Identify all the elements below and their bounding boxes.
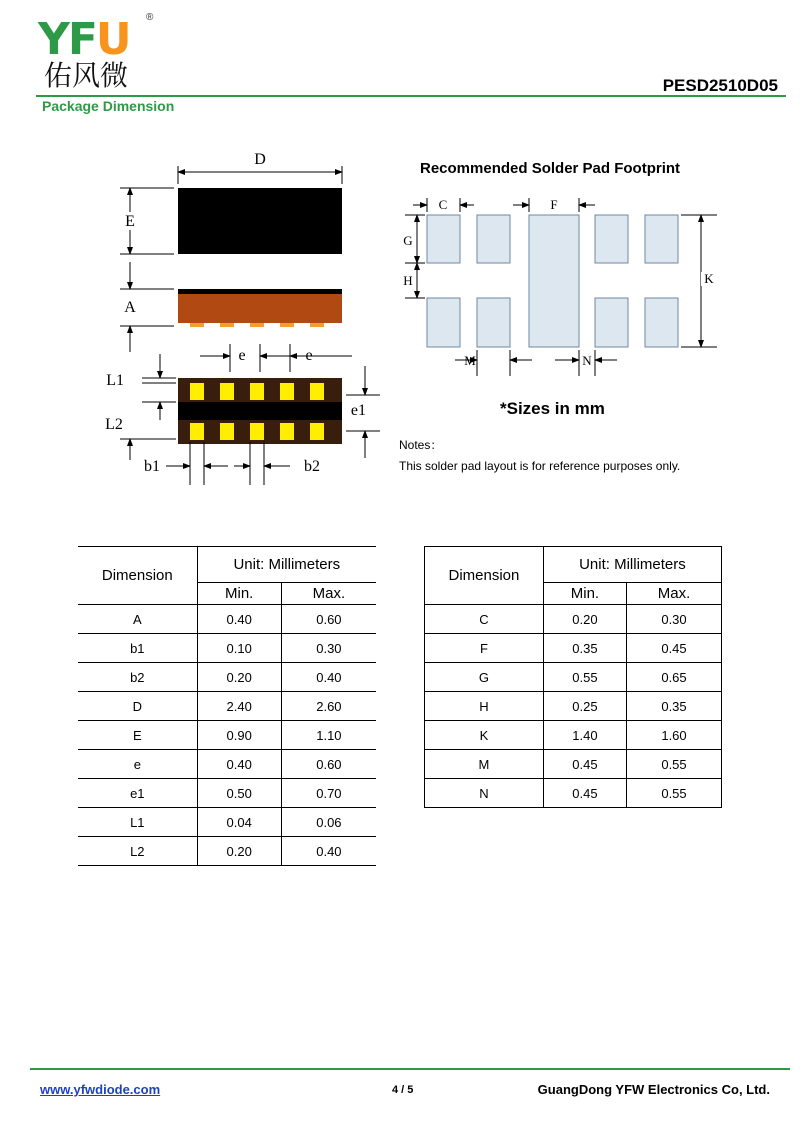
footer-divider xyxy=(30,1068,790,1070)
header-divider xyxy=(36,95,786,97)
dimension-cell: b1 xyxy=(78,634,197,663)
max-value-cell: 0.30 xyxy=(281,634,376,663)
solder-pad xyxy=(427,215,460,263)
company-name-cn: 佑风微 xyxy=(44,59,129,92)
dimension-cell: C xyxy=(425,605,544,634)
page-number: 4 / 5 xyxy=(392,1084,414,1096)
max-value-cell: 2.60 xyxy=(281,692,376,721)
section-title: Package Dimension xyxy=(42,98,175,114)
website-link[interactable]: www.yfwdiode.com xyxy=(40,1082,161,1097)
unit-header: Unit: Millimeters xyxy=(197,547,376,583)
min-header: Min. xyxy=(197,583,281,605)
notes-text: This solder pad layout is for reference purposes only. xyxy=(399,459,681,473)
min-value-cell: 0.45 xyxy=(543,750,626,779)
dimension-table-left xyxy=(78,546,376,866)
table-row xyxy=(78,605,376,634)
table-row xyxy=(425,779,722,808)
package-dimension-drawing xyxy=(90,140,390,500)
dimension-cell: e1 xyxy=(78,779,197,808)
package-side-body xyxy=(178,294,342,323)
max-value-cell: 0.45 xyxy=(627,634,722,663)
dimension-cell: A xyxy=(78,605,197,634)
dimension-table-right xyxy=(424,546,722,808)
footprint-title: Recommended Solder Pad Footprint xyxy=(420,160,681,177)
dimension-cell: K xyxy=(425,721,544,750)
label-e-pitch-left: e xyxy=(238,347,246,364)
package-side-mold xyxy=(178,289,342,294)
solder-pad xyxy=(645,215,678,263)
solder-pad xyxy=(477,215,510,263)
dimension-cell: D xyxy=(78,692,197,721)
solder-pad xyxy=(595,215,628,263)
table-row xyxy=(78,837,376,866)
max-value-cell: 1.60 xyxy=(627,721,722,750)
max-value-cell: 0.30 xyxy=(627,605,722,634)
dimension-cell: E xyxy=(78,721,197,750)
label-m: M xyxy=(464,353,476,368)
table-row xyxy=(425,634,722,663)
max-value-cell: 0.60 xyxy=(281,750,376,779)
dimension-cell: L2 xyxy=(78,837,197,866)
registered-mark: ® xyxy=(146,12,154,23)
company-logo: YFU xyxy=(38,14,130,65)
table-row xyxy=(425,663,722,692)
max-value-cell: 0.35 xyxy=(627,692,722,721)
max-value-cell: 0.40 xyxy=(281,663,376,692)
max-value-cell: 0.60 xyxy=(281,605,376,634)
label-e-pitch-right: e xyxy=(305,347,313,364)
solder-pad xyxy=(477,298,510,347)
min-value-cell: 0.40 xyxy=(197,605,281,634)
min-value-cell: 0.40 xyxy=(197,750,281,779)
table-row xyxy=(425,605,722,634)
solder-pad xyxy=(595,298,628,347)
label-a: A xyxy=(124,299,136,316)
min-value-cell: 0.45 xyxy=(543,779,626,808)
label-d: D xyxy=(254,151,266,168)
label-l2: L2 xyxy=(105,416,123,433)
min-value-cell: 0.10 xyxy=(197,634,281,663)
dimension-cell: L1 xyxy=(78,808,197,837)
dimension-cell: M xyxy=(425,750,544,779)
min-value-cell: 0.20 xyxy=(197,663,281,692)
unit-header: Unit: Millimeters xyxy=(543,547,721,583)
dimension-cell: e xyxy=(78,750,197,779)
label-g: G xyxy=(403,233,413,248)
max-value-cell: 1.10 xyxy=(281,721,376,750)
label-b1: b1 xyxy=(144,458,160,475)
dimension-cell: b2 xyxy=(78,663,197,692)
part-number: PESD2510D05 xyxy=(662,76,778,95)
label-c: C xyxy=(438,197,448,212)
min-value-cell: 0.20 xyxy=(543,605,626,634)
table-row xyxy=(425,721,722,750)
min-value-cell: 0.50 xyxy=(197,779,281,808)
notes-label: Notes： xyxy=(399,438,443,452)
sizes-note: *Sizes in mm xyxy=(500,399,605,418)
max-value-cell: 0.40 xyxy=(281,837,376,866)
min-value-cell: 0.25 xyxy=(543,692,626,721)
label-f: F xyxy=(550,197,558,212)
max-value-cell: 0.06 xyxy=(281,808,376,837)
table-row xyxy=(78,779,376,808)
min-value-cell: 0.35 xyxy=(543,634,626,663)
label-h: H xyxy=(403,273,413,288)
table-row xyxy=(78,634,376,663)
max-value-cell: 0.55 xyxy=(627,750,722,779)
min-value-cell: 0.90 xyxy=(197,721,281,750)
label-e1: e1 xyxy=(350,402,366,419)
footer-company-name: GuangDong YFW Electronics Co, Ltd. xyxy=(537,1082,770,1097)
max-header: Max. xyxy=(281,583,376,605)
table-row xyxy=(78,750,376,779)
dimension-cell: H xyxy=(425,692,544,721)
max-value-cell: 0.65 xyxy=(627,663,722,692)
min-header: Min. xyxy=(543,583,626,605)
dimension-header: Dimension xyxy=(425,547,544,605)
dimension-header: Dimension xyxy=(78,547,197,605)
table-row xyxy=(425,692,722,721)
max-value-cell: 0.70 xyxy=(281,779,376,808)
label-l1: L1 xyxy=(106,372,124,389)
min-value-cell: 0.04 xyxy=(197,808,281,837)
label-k: K xyxy=(704,271,714,286)
table-row xyxy=(425,750,722,779)
min-value-cell: 1.40 xyxy=(543,721,626,750)
dimension-cell: F xyxy=(425,634,544,663)
package-top-view xyxy=(178,188,342,254)
max-value-cell: 0.55 xyxy=(627,779,722,808)
solder-pad-center xyxy=(529,215,579,347)
dimension-cell: G xyxy=(425,663,544,692)
solder-pad xyxy=(427,298,460,347)
min-value-cell: 0.20 xyxy=(197,837,281,866)
table-row xyxy=(78,692,376,721)
table-row xyxy=(78,808,376,837)
table-row xyxy=(78,721,376,750)
label-n: N xyxy=(582,353,592,368)
dimension-cell: N xyxy=(425,779,544,808)
label-e-height: E xyxy=(125,213,135,230)
solder-pad-footprint xyxy=(395,190,735,380)
label-b2: b2 xyxy=(304,458,320,475)
max-header: Max. xyxy=(627,583,722,605)
min-value-cell: 2.40 xyxy=(197,692,281,721)
table-row xyxy=(78,663,376,692)
min-value-cell: 0.55 xyxy=(543,663,626,692)
solder-pad xyxy=(645,298,678,347)
